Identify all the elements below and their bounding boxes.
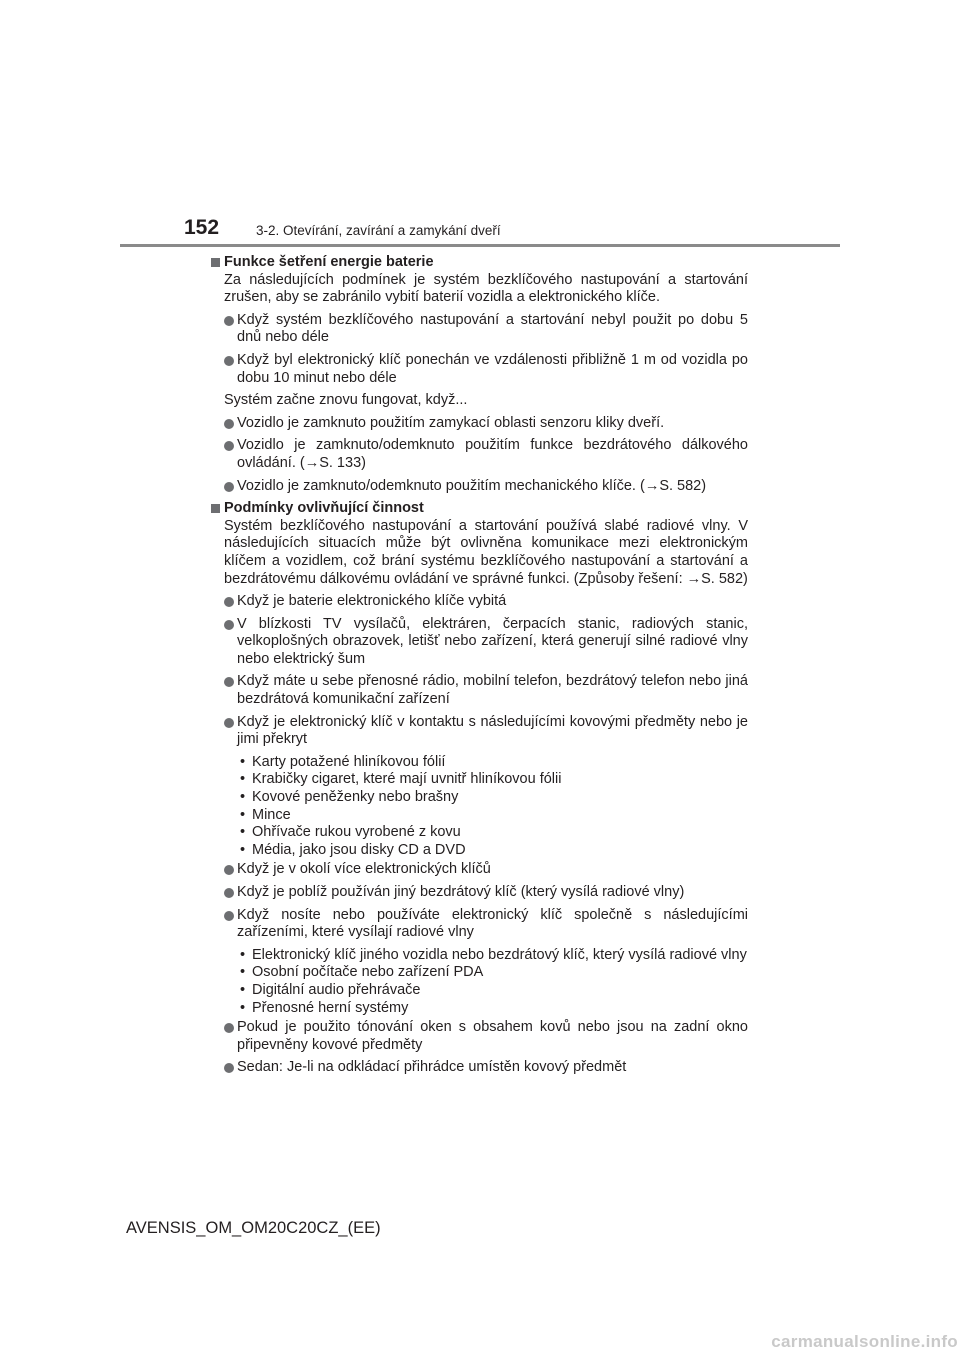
bullet-item-text: Vozidlo je zamknuto/odemknuto použitím mechanického klíče. (→S. 582)	[237, 477, 707, 494]
bullet-item	[211, 352, 748, 387]
section	[211, 500, 748, 1077]
bullet-item	[211, 884, 748, 902]
bullet-item	[211, 593, 748, 611]
bullet-item-text: Pokud je použito tónování oken s obsahem kovů nebo jsou na zadní okno připevněny kovové předměty	[237, 1019, 748, 1053]
page-header	[0, 0, 960, 250]
round-bullet-icon	[224, 620, 234, 630]
sub-list-item: • Krabičky cigaret, které mají uvnitř hliníkovou fólii	[237, 771, 748, 789]
bullet-item	[211, 312, 748, 347]
round-bullet-icon	[224, 1023, 234, 1033]
bullet-item-text: V blízkosti TV vysílačů, elektráren, čerpacích stanic, radiových stanic, velkoplošných obrazovek, letišť nebo zařízení, která generují silné radiové vlny nebo elektrický šum	[237, 615, 748, 667]
square-bullet-icon	[211, 258, 220, 267]
bullet-item-text: Když je baterie elektronického klíče vybitá	[237, 593, 507, 610]
sub-list	[211, 754, 748, 860]
bullet-item	[211, 714, 748, 749]
square-bullet-icon	[211, 504, 220, 513]
round-bullet-icon	[224, 911, 234, 921]
round-bullet-icon	[224, 419, 234, 429]
round-bullet-icon	[224, 356, 234, 366]
bullet-item	[211, 1059, 748, 1077]
sub-list-item: • Elektronický klíč jiného vozidla nebo bezdrátový klíč, který vysílá radiové vlny	[237, 947, 748, 965]
section-heading	[211, 254, 748, 272]
bullet-item	[211, 616, 748, 669]
round-bullet-icon	[224, 1063, 234, 1073]
sub-list-item: • Média, jako jsou disky CD a DVD	[237, 842, 748, 860]
sub-list-item: • Ohřívače rukou vyrobené z kovu	[237, 824, 748, 842]
bullet-item-text: Sedan: Je-li na odkládací přihrádce umístěn kovový předmět	[237, 1059, 627, 1076]
watermark: carmanualsonline.info	[771, 1332, 958, 1351]
bullet-item-text: Když systém bezklíčového nastupování a startování nebyl použit po dobu 5 dnů nebo déle	[237, 311, 748, 346]
section-title: 3-2. Otevírání, zavírání a zamykání dveří	[256, 223, 501, 238]
bullet-item-text: Když je v okolí více elektronických klíčů	[237, 861, 491, 878]
bullet-item	[211, 1019, 748, 1054]
sub-list-item: • Mince	[237, 807, 748, 825]
page-number: 152	[184, 216, 220, 239]
section-heading-text: Funkce šetření energie baterie	[224, 254, 434, 270]
bullet-item-text: Vozidlo je zamknuto/odemknuto použitím funkce bezdrátového dálkového ovládání. (→S. 133)	[237, 437, 748, 471]
bullet-item	[211, 673, 748, 708]
bullet-item	[211, 861, 748, 879]
page-content	[211, 254, 748, 1082]
sub-list-item: • Kovové peněženky nebo brašny	[237, 789, 748, 807]
paragraph: Systém bezklíčového nastupování a startování používá slabé radiové vlny. V následujících situacích může být ovlivněna komunikace mezi elektronickým klíčem a vozidlem, což brání systému bezklíčového nastupování a startování a bezdrátovému dálkovému ovládání ve správné funkci. (Způsoby řešení: →S. 582)	[224, 517, 748, 587]
section-heading	[211, 500, 748, 518]
round-bullet-icon	[224, 677, 234, 687]
document-code: AVENSIS_OM_OM20C20CZ_(EE)	[126, 1219, 381, 1237]
round-bullet-icon	[224, 441, 234, 451]
sub-list-item: • Přenosné herní systémy	[237, 1000, 748, 1018]
section	[211, 254, 748, 495]
bullet-item-text: Když byl elektronický klíč ponechán ve vzdálenosti přibližně 1 m od vozidla po dobu 10 minut nebo déle	[237, 351, 748, 386]
bullet-item	[211, 415, 748, 433]
bullet-item	[211, 907, 748, 942]
round-bullet-icon	[224, 888, 234, 898]
round-bullet-icon	[224, 597, 234, 607]
section-heading-text: Podmínky ovlivňující činnost	[224, 500, 424, 517]
round-bullet-icon	[224, 482, 234, 492]
bullet-item	[211, 437, 748, 472]
sub-list-item: • Osobní počítače nebo zařízení PDA	[237, 964, 748, 982]
bullet-item-text: Když je poblíž používán jiný bezdrátový klíč (který vysílá radiové vlny)	[237, 884, 685, 900]
sub-list-item: • Karty potažené hliníkovou fólií	[237, 754, 748, 772]
bullet-item-text: Vozidlo je zamknuto použitím zamykací oblasti senzoru kliky dveří.	[237, 414, 665, 431]
sub-list	[211, 947, 748, 1017]
paragraph: Za následujících podmínek je systém bezklíčového nastupování a startování zrušen, aby se zabránilo vybití baterií vozidla a elektronického klíče.	[224, 271, 748, 306]
round-bullet-icon	[224, 865, 234, 875]
round-bullet-icon	[224, 316, 234, 326]
sub-list-item: • Digitální audio přehrávače	[237, 982, 748, 1000]
bullet-item-text: Když je elektronický klíč v kontaktu s následujícími kovovými předměty nebo je jimi překryt	[237, 713, 748, 748]
paragraph: Systém začne znovu fungovat, když...	[224, 392, 468, 409]
round-bullet-icon	[224, 718, 234, 728]
bullet-item	[211, 478, 748, 496]
bullet-item-text: Když nosíte nebo používáte elektronický klíč společně s následujícími zařízeními, které vysílají radiové vlny	[237, 906, 748, 941]
header-divider	[120, 244, 840, 247]
bullet-item-text: Když máte u sebe přenosné rádio, mobilní telefon, bezdrátový telefon nebo jiná bezdrátová komunikační zařízení	[237, 673, 748, 708]
